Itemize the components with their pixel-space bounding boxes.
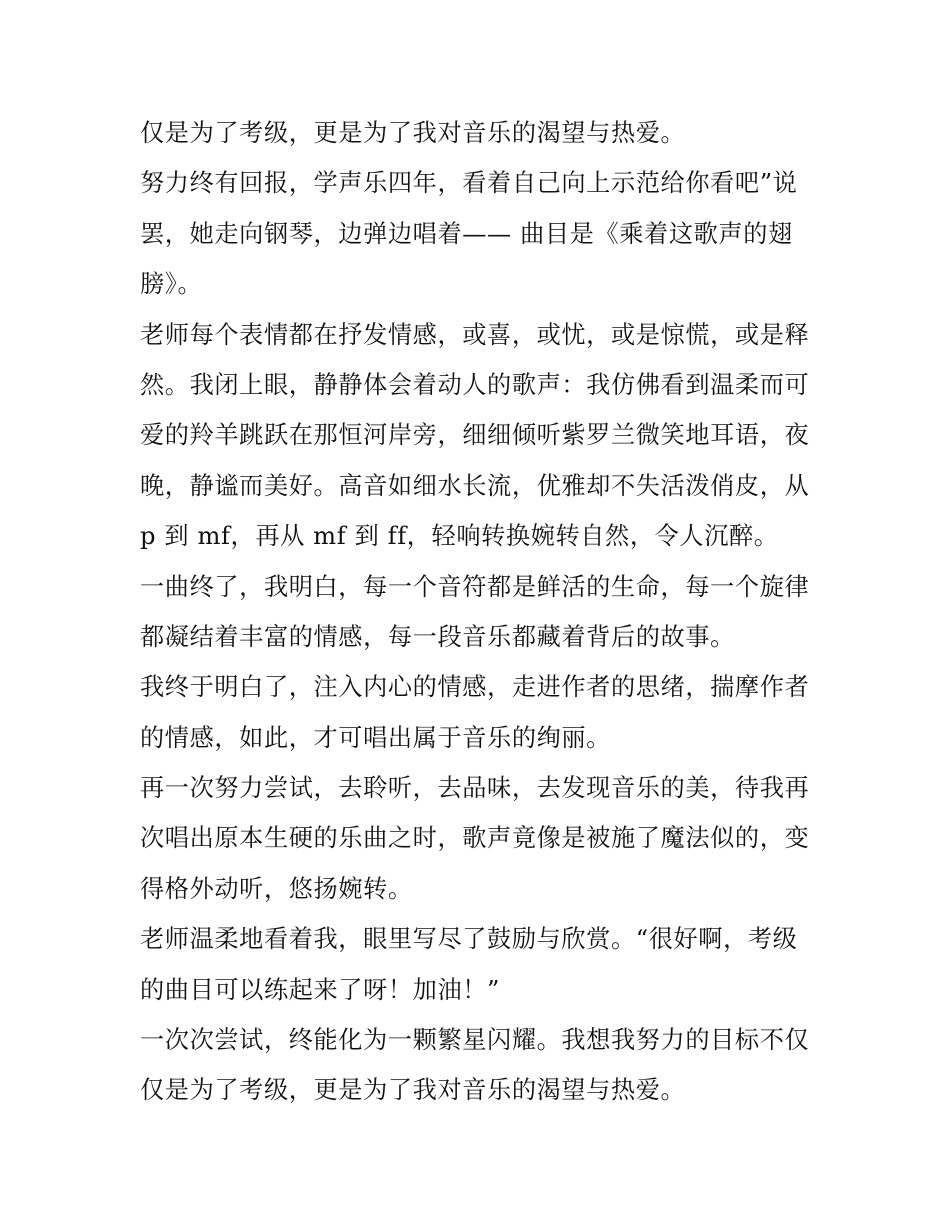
text-line: 的情感，如此，才可唱出属于音乐的绚丽。: [140, 723, 611, 752]
paragraph-4: [140, 562, 815, 663]
text-line: 一次次尝试，终能化为一颗繁星闪耀。我想我努力的目标不仅: [140, 1026, 810, 1055]
document-body: [140, 108, 815, 1116]
text-line: 得格外动听，悠扬婉转。: [140, 874, 413, 903]
text-line: 都凝结着丰富的情感，每一段音乐都藏着背后的故事。: [140, 622, 735, 651]
paragraph-5: [140, 662, 815, 763]
text-line: 努力终有回报，学声乐四年，看着自己向上示范给你看吧”说: [140, 169, 798, 198]
paragraph-2: [140, 158, 815, 309]
text-line: 一曲终了，我明白，每一个音符都是鲜活的生命，每一个旋律: [140, 572, 810, 601]
text-line: 仅是为了考级，更是为了我对音乐的渴望与热爱。: [140, 119, 686, 147]
paragraph-8: [140, 1015, 815, 1116]
text-line: 的曲目可以练起来了呀！加油！”: [140, 975, 500, 1004]
paragraph-1: [140, 108, 815, 158]
text-line: 仅是为了考级，更是为了我对音乐的渴望与热爱。: [140, 1076, 686, 1105]
text-line: 我终于明白了，注入内心的情感，走进作者的思绪，揣摩作者: [140, 673, 810, 702]
text-line: 爱的羚羊跳跃在那恒河岸旁，细细倾听紫罗兰微笑地耳语，夜: [140, 421, 810, 450]
text-line: 罢，她走向钢琴，边弹边唱着—— 曲目是《乘着这歌声的翅: [140, 219, 793, 248]
text-line: 老师温柔地看着我，眼里写尽了鼓励与欣赏。“很好啊，考级: [140, 925, 798, 954]
text-line: 老师每个表情都在抒发情感，或喜，或忧，或是惊慌，或是释: [140, 320, 810, 349]
text-line: 再一次努力尝试，去聆听，去品味，去发现音乐的美，待我再: [140, 774, 810, 803]
paragraph-3: [140, 310, 815, 562]
text-line: p 到 mf，再从 mf 到 ff，轻响转换婉转自然，令人沉醉。: [140, 522, 779, 551]
text-line: 晚，静谧而美好。高音如细水长流，优雅却不失活泼俏皮，从: [140, 471, 810, 500]
text-line: 然。我闭上眼，静静体会着动人的歌声：我仿佛看到温柔而可: [140, 370, 810, 399]
paragraph-7: [140, 914, 815, 1015]
text-line: 次唱出原本生硬的乐曲之时，歌声竟像是被施了魔法似的，变: [140, 824, 810, 853]
paragraph-6: [140, 763, 815, 914]
text-line: 膀》。: [140, 270, 203, 299]
